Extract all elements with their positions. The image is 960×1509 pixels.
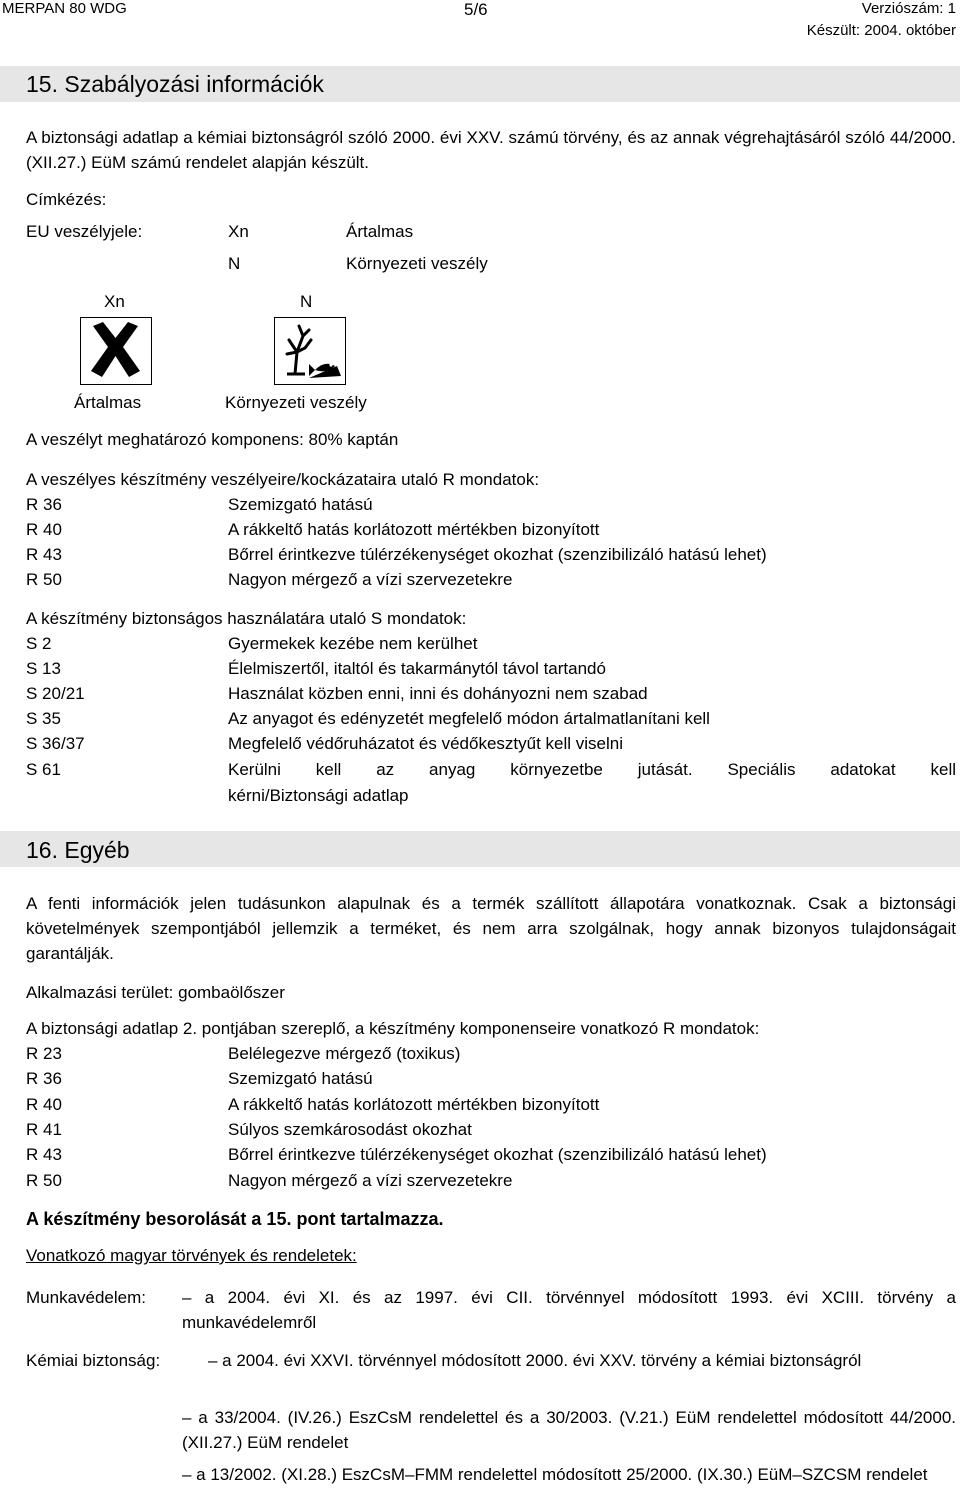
product-name: MERPAN 80 WDG	[2, 0, 127, 17]
section-15-header	[0, 66, 960, 102]
hazard-code-xn: Xn	[228, 222, 249, 241]
symbol-code-n: N	[300, 292, 313, 311]
dead-tree-fish-icon	[274, 317, 346, 385]
eu-hazard-label: EU veszélyjele:	[26, 222, 143, 241]
r-phrase-text: Nagyon mérgező a vízi szervezetekre	[228, 570, 513, 589]
r-phrase-text: Bőrrel érintkezve túlérzékenységet okozhat (szenzibilizáló hatású lehet)	[228, 1145, 767, 1164]
r-phrase-code: R 43	[26, 1145, 62, 1164]
r-phrase-text: Szemizgató hatású	[228, 495, 373, 514]
r-phrase-text: Belélegezve mérgező (toxikus)	[228, 1044, 461, 1063]
r-phrase-code: R 40	[26, 520, 62, 539]
s-phrase-code: S 20/21	[26, 684, 85, 703]
s-phrase-row-s61	[26, 760, 956, 785]
s-phrase-text: Használat közben enni, inni és dohányozni nem szabad	[228, 684, 648, 703]
r-phrase-text: A rákkeltő hatás korlátozott mértékben bizonyított	[228, 520, 600, 539]
hazard-component: A veszélyt meghatározó komponens: 80% kaptán	[26, 430, 399, 449]
hazard-code-n: N	[228, 254, 241, 273]
page-number: 5/6	[464, 0, 488, 19]
law-chem-item-2: – a 33/2004. (IV.26.) EszCsM rendelettel és a 30/2003. (V.21.) EüM rendelettel módosított 44/2000. (XII.27.) EüM rendelet	[182, 1408, 956, 1452]
labeling-title: Címkézés:	[26, 190, 107, 209]
law-chem-text: – a 2004. évi XXVI. törvénnyel módosított 2000. évi XXV. törvény a kémiai biztonságról	[208, 1351, 862, 1370]
r-phrase-text: Súlyos szemkárosodást okozhat	[228, 1120, 472, 1139]
r-phrase-code: R 50	[26, 570, 62, 589]
s-phrase-text: Gyermekek kezébe nem kerülhet	[228, 634, 478, 653]
application-area: Alkalmazási terület: gombaölőszer	[26, 983, 285, 1002]
s-phrases-title: A készítmény biztonságos használatára utaló S mondatok:	[26, 609, 467, 628]
r-phrase-code: R 41	[26, 1120, 62, 1139]
r-phrases-title: A veszélyes készítmény veszélyeire/kockázataira utaló R mondatok:	[26, 470, 540, 489]
s-phrase-text: Élelmiszertől, italtól és takarmánytól távol tartandó	[228, 659, 606, 678]
section-16-header	[0, 831, 960, 867]
s-phrase-code: S 61	[26, 760, 61, 779]
section-15-intro: A biztonsági adatlap a kémiai biztonságról szóló 2000. évi XXV. számú törvény, és az annak végrehajtásáról szóló 44/2000. (XII.27.) EüM számú rendelet alapján készült.	[26, 128, 956, 172]
section-16-title: 16. Egyéb	[26, 837, 130, 863]
disclaimer: A fenti információk jelen tudásunkon alapulnak és a termék szállított állapotára vonatkoznak. Csak a biztonsági követelmények szempontjából jellemzik a terméket, és nem arra szolgálnak, hogy annak bizonyos tulajdonságait garantálják.	[26, 894, 956, 963]
r-phrase-text: Nagyon mérgező a vízi szervezetekre	[228, 1171, 513, 1190]
symbol-code-xn: Xn	[104, 292, 125, 311]
document-date: Készült: 2004. október	[806, 22, 956, 39]
r-phrase-text: A rákkeltő hatás korlátozott mértékben bizonyított	[228, 1095, 600, 1114]
s-phrase-text: Kerülni kell az anyag környezetbe jutását. Speciális adatokat kell	[228, 760, 956, 779]
r-phrase-code: R 40	[26, 1095, 62, 1114]
s-phrase-code: S 2	[26, 634, 52, 653]
r-phrase-code: R 36	[26, 495, 62, 514]
r-phrase-code: R 36	[26, 1069, 62, 1088]
law-chem-item-3: – a 13/2002. (XI.28.) EszCsM–FMM rendelettel módosított 25/2000. (IX.30.) EüM–SZCSM rendelet	[182, 1465, 928, 1484]
harmful-cross-icon	[80, 317, 152, 385]
symbol-caption-n: Környezeti veszély	[225, 393, 367, 412]
r-phrase-code: R 43	[26, 545, 62, 564]
classification-note: A készítmény besorolását a 15. pont tartalmazza.	[26, 1209, 444, 1229]
version-number: Verziószám: 1	[861, 0, 956, 17]
component-r-title: A biztonsági adatlap 2. pontjában szereplő, a készítmény komponenseire vonatkozó R mondatok:	[26, 1019, 760, 1038]
s-phrase-code: S 36/37	[26, 734, 85, 753]
symbol-caption-xn: Ártalmas	[74, 393, 142, 412]
r-phrase-text: Bőrrel érintkezve túlérzékenységet okozhat (szenzibilizáló hatású lehet)	[228, 545, 767, 564]
hazard-name-xn: Ártalmas	[346, 222, 414, 241]
law-labor-text: – a 2004. évi XI. és az 1997. évi CII. törvénnyel módosított 1993. évi XCIII. törvény a munkavédelemről	[182, 1288, 956, 1332]
r-phrase-code: R 50	[26, 1171, 62, 1190]
s-phrase-code: S 13	[26, 659, 61, 678]
section-15-title: 15. Szabályozási információk	[26, 71, 324, 97]
laws-title: Vonatkozó magyar törvények és rendeletek:	[26, 1246, 357, 1265]
s-phrase-text: Az anyagot és edényzetét megfelelő módon ártalmatlanítani kell	[228, 709, 710, 728]
s-phrase-text: Megfelelő védőruházatot és védőkesztyűt kell viselni	[228, 734, 623, 753]
hazard-name-n: Környezeti veszély	[346, 254, 488, 273]
r-phrase-code: R 23	[26, 1044, 62, 1063]
s-phrase-text-cont: kérni/Biztonsági adatlap	[228, 786, 409, 805]
s-phrase-code: S 35	[26, 709, 61, 728]
law-chem-label: Kémiai biztonság:	[26, 1351, 161, 1370]
r-phrase-text: Szemizgató hatású	[228, 1069, 373, 1088]
law-labor-label: Munkavédelem:	[26, 1288, 147, 1307]
